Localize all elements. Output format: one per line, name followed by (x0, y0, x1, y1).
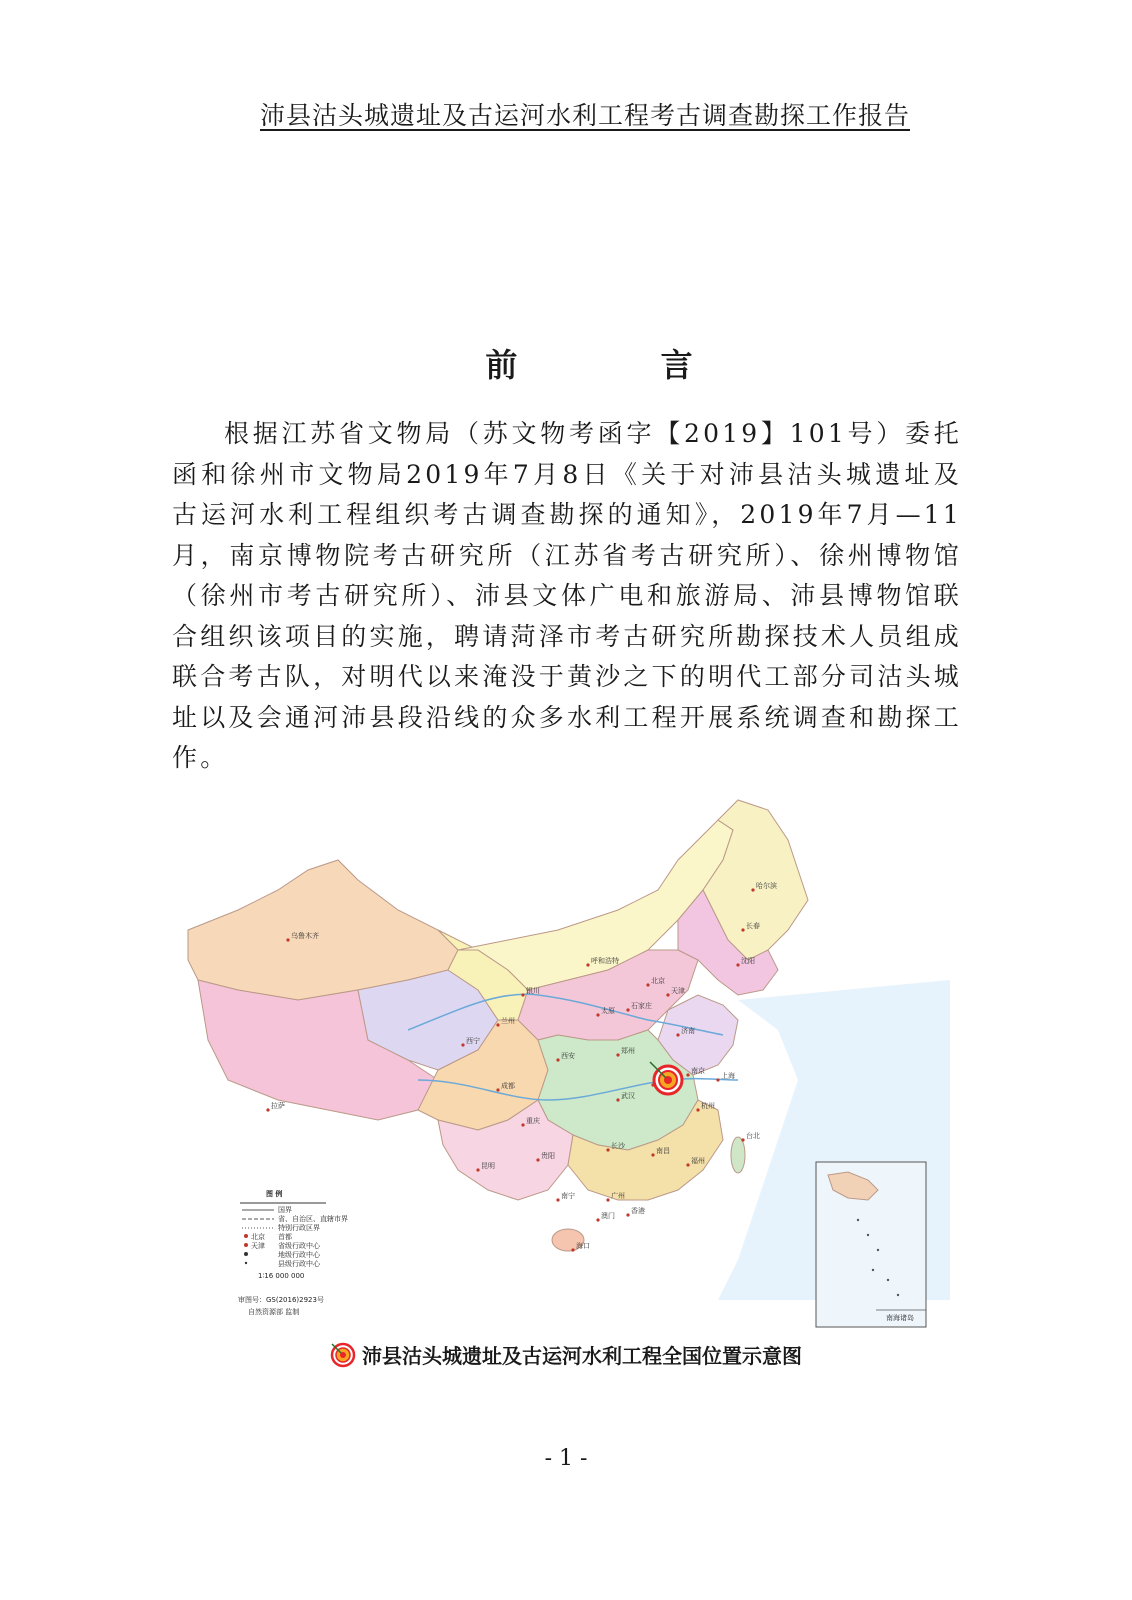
city-marker (536, 1158, 539, 1161)
city-marker (696, 1108, 699, 1111)
city-label: 南宁 (561, 1192, 575, 1200)
caption-text: 沛县沽头城遗址及古运河水利工程全国位置示意图 (362, 1344, 802, 1368)
legend-capital-example: 北京 (251, 1233, 265, 1241)
city-marker (686, 1073, 689, 1076)
legend-item-label: 省级行政中心 (278, 1242, 320, 1250)
legend-province-example: 天津 (251, 1242, 265, 1250)
legend-title: 图 例 (266, 1190, 283, 1198)
city-label: 西宁 (466, 1037, 480, 1045)
city-label: 天津 (671, 987, 685, 995)
legend-symbol (244, 1234, 248, 1238)
city-marker (521, 993, 524, 996)
city-marker (736, 963, 739, 966)
publisher: 自然资源部 监制 (248, 1308, 300, 1316)
city-marker (716, 1078, 719, 1081)
inset-label: 南海诸岛 (886, 1314, 914, 1322)
city-marker (741, 928, 744, 931)
city-label: 银川 (526, 987, 540, 995)
city-marker (666, 993, 669, 996)
city-marker (556, 1198, 559, 1201)
city-marker (616, 1098, 619, 1101)
city-marker (571, 1248, 574, 1251)
legend-item-label: 地级行政中心 (278, 1251, 320, 1259)
city-label: 海口 (576, 1242, 590, 1250)
city-label: 南京 (691, 1067, 705, 1075)
city-label: 广州 (611, 1192, 625, 1200)
city-label: 重庆 (526, 1117, 540, 1125)
city-marker (606, 1198, 609, 1201)
city-label: 福州 (691, 1157, 705, 1165)
city-marker (741, 1138, 744, 1141)
city-marker (266, 1108, 269, 1111)
city-marker (286, 938, 289, 941)
city-marker (586, 963, 589, 966)
city-label: 太原 (601, 1007, 615, 1015)
city-label: 杭州 (701, 1102, 715, 1110)
city-marker (751, 888, 754, 891)
legend-symbol (245, 1262, 247, 1264)
city-marker (496, 1023, 499, 1026)
section-title: 前 言 (485, 346, 739, 384)
page-number: - 1 - (544, 1446, 588, 1471)
city-marker (596, 1218, 599, 1221)
city-marker (626, 1213, 629, 1216)
city-label: 济南 (681, 1027, 695, 1035)
city-label: 哈尔滨 (756, 882, 777, 890)
city-marker (556, 1058, 559, 1061)
city-label: 西安 (561, 1052, 575, 1060)
city-label: 郑州 (621, 1047, 635, 1055)
city-label: 石家庄 (631, 1002, 652, 1010)
legend-item-label: 特别行政区界 (278, 1224, 320, 1232)
city-label: 乌鲁木齐 (291, 932, 319, 940)
city-marker (606, 1148, 609, 1151)
running-header: 沛县沽头城遗址及古运河水利工程考古调查勘探工作报告 (259, 101, 910, 130)
city-label: 南昌 (656, 1147, 670, 1155)
city-marker (651, 1153, 654, 1156)
city-marker (476, 1168, 479, 1171)
figure-caption (0, 1340, 1132, 1373)
legend-scale: 1∶16 000 000 (258, 1272, 305, 1280)
legend-item-label: 国界 (278, 1206, 292, 1214)
legend-symbol (244, 1252, 248, 1256)
city-marker (616, 1053, 619, 1056)
city-label: 兰州 (501, 1017, 515, 1025)
legend-item-label: 省、自治区、直辖市界 (278, 1215, 348, 1223)
legend-symbol (244, 1243, 248, 1247)
china-location-map (178, 780, 950, 1340)
city-label: 北京 (651, 977, 665, 985)
city-marker (646, 983, 649, 986)
city-marker (496, 1088, 499, 1091)
city-label: 沈阳 (741, 957, 755, 965)
city-label: 贵阳 (541, 1152, 555, 1160)
legend-item-label: 县级行政中心 (278, 1260, 320, 1268)
city-label: 上海 (721, 1072, 735, 1080)
city-marker (626, 1008, 629, 1011)
legend-item-label: 首都 (278, 1233, 292, 1241)
city-label: 长春 (746, 922, 760, 930)
approval-number: 审图号：GS(2016)2923号 (238, 1296, 324, 1304)
city-label: 武汉 (621, 1092, 635, 1100)
city-label: 成都 (501, 1082, 515, 1090)
city-label: 昆明 (481, 1162, 495, 1170)
city-marker (596, 1013, 599, 1016)
target-icon (330, 1342, 356, 1373)
city-label: 长沙 (611, 1142, 625, 1150)
city-marker (461, 1043, 464, 1046)
city-marker (521, 1123, 524, 1126)
city-label: 澳门 (601, 1212, 615, 1220)
city-marker (686, 1163, 689, 1166)
city-label: 拉萨 (271, 1102, 285, 1110)
city-label: 香港 (631, 1207, 645, 1215)
city-marker (676, 1033, 679, 1036)
south-china-sea-inset (816, 1162, 926, 1327)
body-paragraph: 根据江苏省文物局（苏文物考函字【2019】101号）委托函和徐州市文物局2019年7月8日《关于对沛县沽头城遗址及古运河水利工程组织考古调查勘探的通知》，2019年7月—11月，南京博物院考古研究所（江苏省考古研究所）、徐州博物馆（徐州市考古研究所）、沛县文体广电和旅游局、沛县博物馆联合组织该项目的实施，聘请菏泽市考古研究所勘探技术人员组成联合考古队，对明代以来淹没于黄沙之下的明代工部分司沽头城址以及会通河沛县段沿线的众多水利工程开展系统调查和勘探工作。 (172, 419, 962, 772)
city-label: 台北 (746, 1132, 760, 1140)
taiwan-island (731, 1137, 745, 1173)
city-label: 呼和浩特 (591, 957, 619, 965)
